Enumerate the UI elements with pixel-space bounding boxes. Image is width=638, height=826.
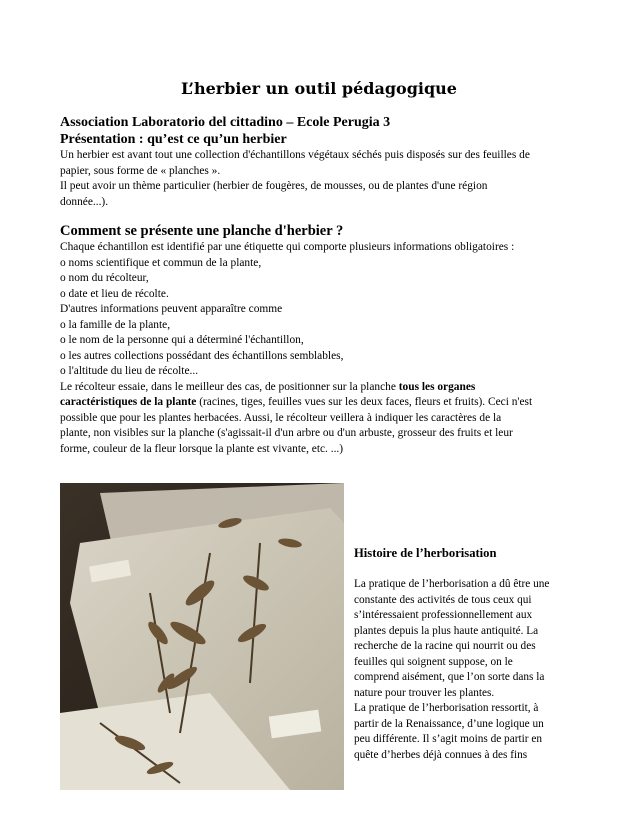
- histoire-line: nature pour trouver les plantes.: [354, 686, 495, 699]
- histoire-line: La pratique de l’herborisation a dû être une: [354, 578, 550, 590]
- recolteur-line: forme, couleur de la fleur lorsque la plante est vivante, etc. ...): [60, 442, 344, 455]
- histoire-line: recherche de la racine qui nourrit ou des: [354, 640, 536, 652]
- histoire-line: s’intéressaient professionnellement aux: [354, 609, 533, 621]
- planche-line: o noms scientifique et commun de la plante,: [60, 256, 262, 269]
- planche-line: o la famille de la plante,: [60, 318, 171, 331]
- planche-line: o date et lieu de récolte.: [60, 287, 169, 300]
- histoire-line: peu différente. Il s’agit moins de partir en: [354, 733, 543, 745]
- histoire-section: [354, 546, 578, 763]
- histoire-line: constante des activités de tous ceux qui: [354, 593, 532, 606]
- intro-line: Il peut avoir un thème particulier (herbier de fougères, de mousses, ou de plantes d'une région: [60, 180, 488, 192]
- intro-line: papier, sous forme de « planches ».: [60, 164, 221, 177]
- intro-line: Un herbier est avant tout une collection d'échantillons végétaux séchés puis disposés sur des feuilles de: [60, 149, 530, 161]
- herbarium-illustration: [60, 483, 344, 790]
- presentation-heading: Présentation : qu’est ce qu’un herbier: [60, 132, 287, 147]
- association-section: [60, 114, 580, 210]
- histoire-line: quête d’herbes déjà connues à des fins: [354, 748, 528, 761]
- recolteur-emphasis: caractéristiques de la plante: [60, 396, 197, 408]
- histoire-line: comprend aisément, que l’on sorte dans la: [354, 671, 545, 683]
- association-heading: Association Laboratorio del cittadino – Ecole Perugia 3: [60, 115, 391, 130]
- recolteur-line: possible que pour les plantes herbacées. Aussi, le récolteur veillera à indiquer les caractères de la: [60, 411, 502, 424]
- histoire-line: partir de la Renaissance, d’une logique un: [354, 717, 544, 730]
- page-title: L’herbier un outil pédagogique: [181, 79, 457, 98]
- recolteur-emphasis: tous les organes: [398, 380, 476, 393]
- planche-section: [60, 223, 580, 457]
- histoire-line: feuilles qui soignent suppose, on le: [354, 655, 513, 668]
- histoire-line: La pratique de l’herborisation ressortit, à: [354, 702, 539, 714]
- intro-line: donnée...).: [60, 195, 109, 208]
- planche-line: o les autres collections possédant des échantillons semblables,: [60, 349, 344, 362]
- planche-line: Chaque échantillon est identifié par une étiquette qui comporte plusieurs informations obligatoires :: [60, 241, 515, 253]
- recolteur-text: (racines, tiges, feuilles vues sur les deux faces, fleurs et fruits). Ceci n'est: [196, 396, 533, 408]
- recolteur-line: [60, 395, 580, 411]
- herbarium-photo: [60, 483, 344, 790]
- histoire-heading: Histoire de l’herborisation: [354, 546, 497, 560]
- planche-line: o nom du récolteur,: [60, 272, 149, 284]
- histoire-line: plantes depuis la plus haute antiquité. La: [354, 624, 539, 637]
- planche-heading: Comment se présente une planche d'herbier ?: [60, 223, 344, 239]
- planche-list: [60, 240, 580, 380]
- recolteur-line: plante, non visibles sur la planche (s'agissait-il d'un arbre ou d'un arbuste, grosseur des fruits et leur: [60, 427, 513, 439]
- intro-paragraph: [60, 148, 580, 210]
- recolteur-line: [60, 380, 580, 396]
- recolteur-text: Le récolteur essaie, dans le meilleur des cas, de positionner sur la planche: [60, 380, 399, 393]
- planche-line: o l'altitude du lieu de récolte...: [60, 365, 199, 377]
- planche-line: o le nom de la personne qui a déterminé l'échantillon,: [60, 334, 304, 346]
- recolteur-paragraph: [60, 380, 580, 458]
- planche-line: D'autres informations peuvent apparaître comme: [60, 303, 283, 315]
